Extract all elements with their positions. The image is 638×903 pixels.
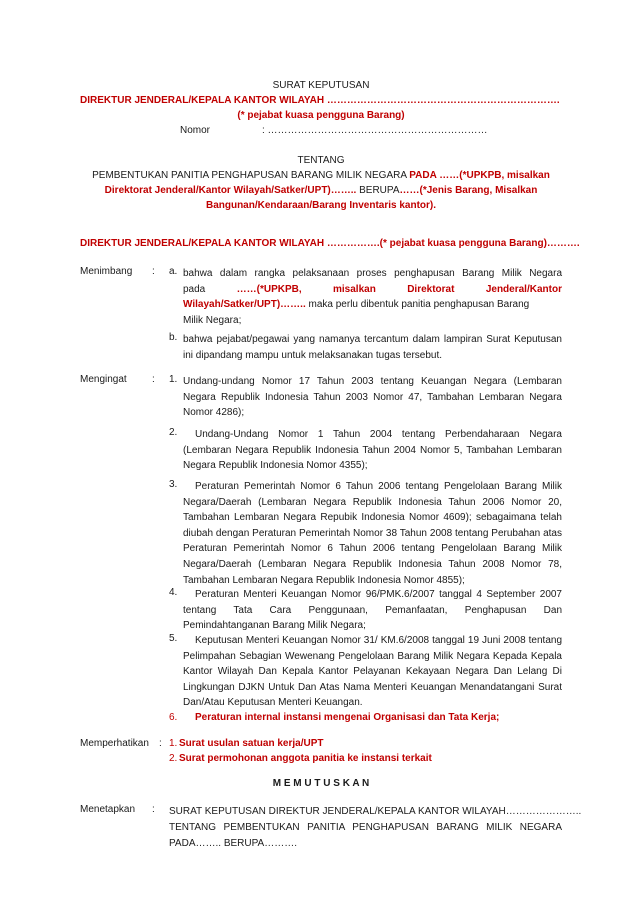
a-line3-rest: maka perlu dibentuk panitia penghapusan Barang (305, 299, 530, 311)
document-title: SURAT KEPUTUSAN (272, 80, 370, 91)
a-line2-jenderal: Jenderal/Kantor (485, 283, 562, 295)
menimbang-a-line-3 (183, 297, 562, 313)
pejabat-note: (* pejabat kuasa pengguna Barang) (237, 110, 405, 121)
memperhatikan-1-marker: 1. (169, 738, 178, 749)
menetapkan-berupa: BERUPA………. (223, 838, 297, 849)
mengingat-4-marker: 4. (169, 587, 178, 598)
subject-line-2 (80, 185, 562, 196)
memperhatikan-colon: : (159, 738, 162, 749)
mengingat-6-text: Peraturan internal instansi mengenai Organisasi dan Tata Kerja; (195, 712, 500, 723)
nomor-value: : ………………………………………………………… (262, 125, 488, 136)
subject-line-3: Bangunan/Kendaraan/Barang Inventaris kantor). (205, 200, 437, 211)
memperhatikan-label: Memperhatikan (80, 738, 149, 749)
a-line3-wilayah: Wilayah/Satker/UPT)…….. (183, 299, 306, 311)
director-line: DIREKTUR JENDERAL/KEPALA KANTOR WILAYAH ……………………………………………………………. (80, 95, 560, 106)
menimbang-label: Menimbang (80, 266, 133, 277)
menimbang-b-marker: b. (169, 332, 178, 343)
menimbang-colon: : (152, 266, 155, 277)
subject-2-plain: BERUPA (356, 185, 400, 196)
director-heading: DIREKTUR JENDERAL/KEPALA KANTOR WILAYAH …………….(* pejabat kuasa pengguna Barang)………. (80, 238, 580, 249)
subject-2-red-a: Direktorat Jenderal/Kantor Wilayah/Satker/UPT)…….. (104, 185, 357, 196)
menetapkan-line-1: SURAT KEPUTUSAN DIREKTUR JENDERAL/KEPALA KANTOR WILAYAH………………….. (169, 806, 582, 817)
subject-1-plain: PEMBENTUKAN PANITIA PENGHAPUSAN BARANG MILIK NEGARA (92, 170, 410, 181)
menimbang-a-text (183, 266, 562, 328)
menimbang-a-line-2 (183, 282, 562, 298)
mengingat-1-text: Undang-undang Nomor 17 Tahun 2003 tentang Keuangan Negara (Lembaran Negara Republik Indonesia Tahun 2003 Nomor 47, Tambahan Lembaran Negara Nomor 4286); (183, 376, 562, 419)
mengingat-4-text: Peraturan Menteri Keuangan Nomor 96/PMK.6/2007 tanggal 4 September 2007 tentang Tata Cara Penggunaan, Pemanfaatan, Penghapusan Dan Pemindahtanganan Barang Milik Negara; (183, 589, 562, 632)
a-line2-misalkan: misalkan (333, 283, 376, 295)
a-line2-pada: pada (183, 283, 206, 295)
menimbang-a-marker: a. (169, 266, 178, 277)
menetapkan-line-3 (169, 836, 562, 852)
menimbang-a-line-1: bahwa dalam rangka pelaksanaan proses penghapusan Barang Milik Negara (183, 268, 562, 279)
mengingat-2-marker: 2. (169, 427, 178, 438)
menetapkan-colon: : (152, 804, 155, 815)
mengingat-3-marker: 3. (169, 479, 178, 490)
mengingat-5-text: Keputusan Menteri Keuangan Nomor 31/ KM.6/2008 tanggal 19 Juni 2008 tentang Pelimpahan Sebagian Wewenang Pengelolaan Barang Milik Negara Kepada Kepala Kantor Wilayah Dan Kepala Kantor Pelayanan Kekayaan Negara Dan Lelang Di Lingkungan DJKN Untuk Dan Atas Nama Menteri Keuangan Menandatangani Surat Dan/Atau Keputusan Menteri Keuangan. (183, 635, 562, 709)
mengingat-6-marker: 6. (169, 712, 178, 723)
menimbang-b-text: bahwa pejabat/pegawai yang namanya tercantum dalam lampiran Surat Keputusan ini dipandang mampu untuk melaksanakan tugas tersebut. (183, 334, 562, 361)
memperhatikan-2-text: Surat permohonan anggota panitia ke instansi terkait (179, 753, 432, 764)
subject-2-red-b: ……(*Jenis Barang, Misalkan (399, 185, 538, 196)
a-line2-direktorat: Direktorat (407, 283, 455, 295)
tentang-heading: TENTANG (297, 155, 345, 166)
memperhatikan-2-marker: 2. (169, 753, 178, 764)
memutuskan-heading: M E M U T U S K A N (272, 778, 370, 789)
menimbang-a-line-4: Milik Negara; (183, 314, 242, 326)
mengingat-label: Mengingat (80, 374, 127, 385)
menetapkan-line-2: TENTANG PEMBENTUKAN PANITIA PENGHAPUSAN BARANG MILIK NEGARA (169, 822, 562, 833)
mengingat-colon: : (152, 374, 155, 385)
mengingat-5-marker: 5. (169, 633, 178, 644)
subject-line-1 (80, 170, 562, 181)
mengingat-3-text: Peraturan Pemerintah Nomor 6 Tahun 2006 tentang Pengelolaan Barang Milik Negara/Daerah (Lembaran Negara Republik Indonesia Tahun 2006 Nomor 20, Tambahan Lembaran Negara Repubik Indonesia Nomor 4609); sebagaimana telah diubah dengan Peraturan Pemerintah Nomor 38 Tahun 2008 tentang Perubahan atas Peraturan Pemerintah Nomor 6 Tahun 2006 tentang Pengelolaan Barang Milik Negara/Daerah (Lembaran Negara Republik Indonesia Tahun 2008 Nomor 78, Tambahan Lembaran Negara Republik Indonesia Nomor 4855); (183, 481, 562, 586)
a-line2-upkpb: ……(*UPKPB, (236, 283, 302, 295)
mengingat-1-marker: 1. (169, 374, 178, 385)
menetapkan-pada: PADA…….. (169, 838, 222, 849)
menetapkan-label: Menetapkan (80, 804, 136, 815)
subject-1-red: PADA ……(*UPKPB, misalkan (409, 170, 550, 181)
mengingat-2-text: Undang-Undang Nomor 1 Tahun 2004 tentang Perbendaharaan Negara (Lembaran Negara Republik Indonesia Tahun 2004 Nomor 5, Tambahan Lembaran Negara Republik Indonesia Nomor 4355); (183, 429, 562, 472)
memperhatikan-1-text: Surat usulan satuan kerja/UPT (179, 738, 324, 749)
nomor-label: Nomor (180, 125, 211, 136)
